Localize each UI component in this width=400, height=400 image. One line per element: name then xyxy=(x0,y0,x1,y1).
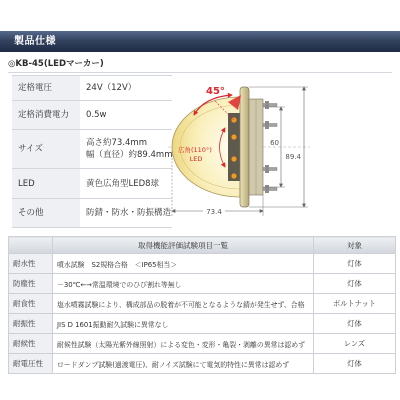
spec-value-line: 幅（直径）約89.4mm xyxy=(86,150,172,160)
spec-value: 24V（12V） xyxy=(80,76,172,101)
test-row xyxy=(9,254,396,274)
test-property: 耐電圧性 xyxy=(9,354,53,374)
test-result: 噴水試験 S2規格合格 ＜IP65相当＞ xyxy=(53,254,314,274)
test-result: ロードダンプ試験(過渡電圧)、耐ノイズ試験にて電気的特性に異常は認めず xyxy=(53,354,314,374)
spec-label: 定格消費電力 xyxy=(12,101,80,130)
spec-label: サイズ xyxy=(12,130,80,169)
test-table-title: 取得機能評価試験項目一覧 xyxy=(53,237,314,254)
test-table-header xyxy=(9,237,396,254)
spec-row xyxy=(12,169,172,199)
test-result: －30℃←→常温環境でのひび割れ等無し xyxy=(53,274,314,294)
test-target: 灯体 xyxy=(314,274,396,294)
led-board xyxy=(228,113,240,181)
spec-value xyxy=(80,130,172,169)
test-target: ボルトナット xyxy=(314,294,396,314)
flange xyxy=(240,87,249,207)
bolt xyxy=(263,121,277,129)
test-target: 灯体 xyxy=(314,354,396,374)
test-table xyxy=(8,236,396,374)
spec-value: 黄色広角型LED8球 xyxy=(80,169,172,199)
spec-row xyxy=(12,101,172,130)
spec-value: 0.5w xyxy=(80,101,172,130)
target-header: 対象 xyxy=(314,237,396,254)
test-property: 耐振性 xyxy=(9,314,53,334)
spec-label: 定格電圧 xyxy=(12,76,80,101)
product-drawing xyxy=(168,75,396,233)
led-lamp xyxy=(231,173,236,178)
dim-60-label: 60 xyxy=(270,139,279,147)
bolt xyxy=(263,101,277,109)
test-property: 耐候性 xyxy=(9,334,53,354)
bolt xyxy=(263,165,277,173)
page-title: 製品仕様 xyxy=(14,36,56,47)
dim-89-label: 89.4 xyxy=(285,153,301,161)
test-property: 防塵性 xyxy=(9,274,53,294)
test-target: レンズ xyxy=(314,334,396,354)
dim-73-label: 73.4 xyxy=(206,208,222,216)
test-property: 耐食性 xyxy=(9,294,53,314)
test-row xyxy=(9,294,396,314)
spec-row xyxy=(12,130,172,169)
spec-table xyxy=(12,75,172,228)
spec-label: LED xyxy=(12,169,80,199)
test-row xyxy=(9,274,396,294)
spec-label: その他 xyxy=(12,199,80,228)
test-row xyxy=(9,354,396,374)
spec-value-line: 高さ約73.4mm xyxy=(86,138,147,148)
spec-row xyxy=(12,199,172,228)
spec-row xyxy=(12,76,172,101)
divider xyxy=(8,72,392,73)
test-row xyxy=(9,334,396,354)
model-title: ◎KB-45(LEDマーカー) xyxy=(8,59,104,69)
test-result: 耐候性試験（太陽光紫外線照射）による変色・変形・亀裂・剥離の異常は認めず xyxy=(53,334,314,354)
test-result: 塩水噴霧試験により、構成部品の脱着が不可能となるような錆が発生せず、合格 xyxy=(53,294,314,314)
test-target: 灯体 xyxy=(314,314,396,334)
header-blank xyxy=(9,237,53,254)
test-result: JIS D 1601振動耐久試験に異常なし xyxy=(53,314,314,334)
spec-value: 防錆・防水・防振構造 xyxy=(80,199,172,228)
test-row xyxy=(9,314,396,334)
led-angle-label: 広角(110°) xyxy=(178,146,212,154)
test-target: 灯体 xyxy=(314,254,396,274)
angle-label: 45° xyxy=(206,86,225,97)
bolt xyxy=(263,185,277,193)
test-property: 耐水性 xyxy=(9,254,53,274)
header-bar xyxy=(0,31,400,52)
led-lamp xyxy=(231,156,236,161)
led-lamp xyxy=(231,134,236,139)
led-label: LED xyxy=(189,155,203,163)
